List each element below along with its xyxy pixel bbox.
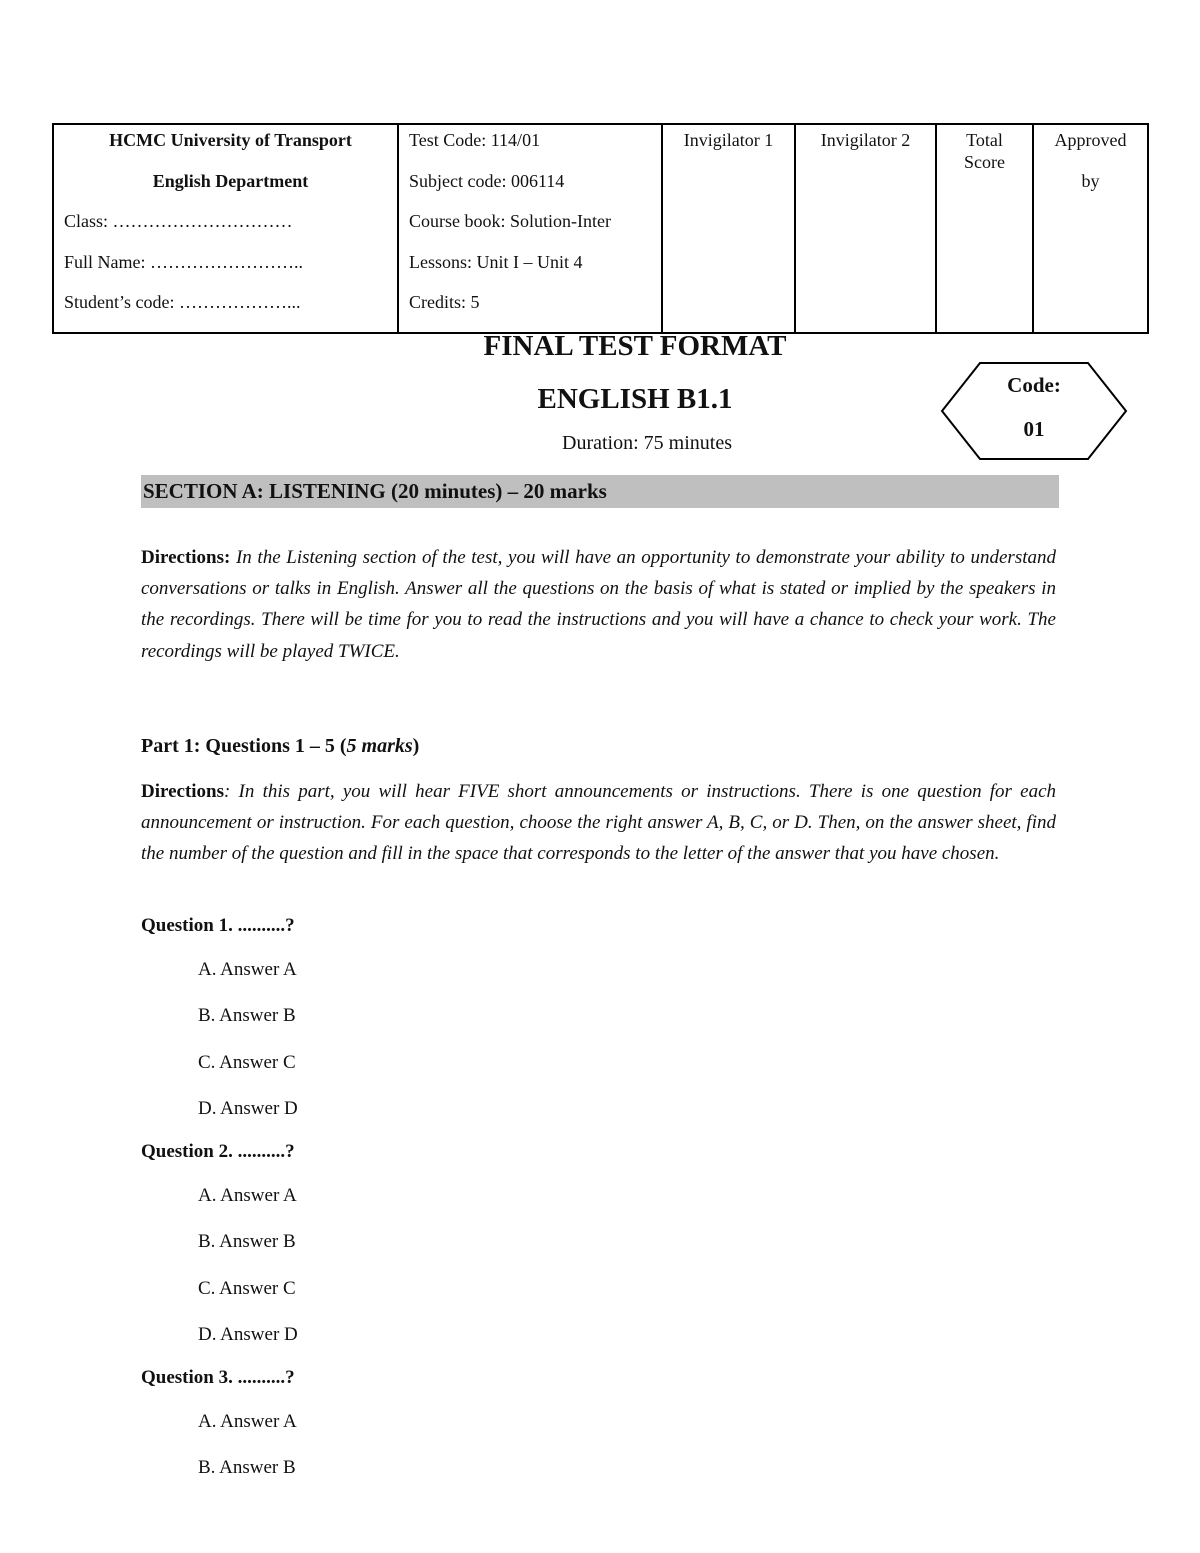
test-info-cell — [398, 124, 662, 333]
lessons: Lessons: Unit I – Unit 4 — [409, 251, 583, 272]
question-1-option-c[interactable]: C. Answer C — [198, 1052, 296, 1073]
question-2: Question 2. ..........? — [141, 1141, 295, 1162]
question-2-option-c[interactable]: C. Answer C — [198, 1278, 296, 1299]
subject-code: Subject code: 006114 — [409, 170, 565, 191]
class-field[interactable]: Class: ………………………… — [64, 211, 293, 231]
total-score-label: Total Score — [964, 130, 1005, 172]
question-1-option-b[interactable]: B. Answer B — [198, 1005, 296, 1026]
section-a-title: SECTION A: LISTENING (20 minutes) – 20 marks — [143, 479, 607, 503]
directions-text: In the Listening section of the test, you will have an opportunity to demonstrate your ability to understand conversations or talks in English. Answer all the questions on the basis of what is stated or implied by the speakers in the recordings. There will be time for you to read the instructions and you will have a chance to check your work. The recordings will be played TWICE. — [141, 547, 1056, 662]
code-badge — [940, 361, 1128, 461]
question-2-option-b[interactable]: B. Answer B — [198, 1231, 296, 1252]
question-1-option-d[interactable]: D. Answer D — [198, 1098, 298, 1119]
full-name-field[interactable]: Full Name: …………………….. — [64, 251, 303, 272]
question-1: Question 1. ..........? — [141, 915, 295, 936]
part-1-directions — [141, 776, 1056, 870]
course-book: Course book: Solution-Inter — [409, 211, 611, 231]
code-value: 01 — [1023, 417, 1045, 441]
question-3-option-b[interactable]: B. Answer B — [198, 1457, 296, 1478]
question-2-option-d[interactable]: D. Answer D — [198, 1324, 298, 1345]
department-name: English Department — [152, 170, 309, 191]
section-a-directions — [141, 542, 1056, 667]
part-1-heading-marks: 5 marks — [346, 735, 413, 757]
approved-by-label: by — [1081, 170, 1100, 191]
institution-cell — [53, 124, 398, 333]
part-1-heading — [141, 735, 419, 758]
page-title: FINAL TEST FORMAT — [483, 330, 787, 362]
page-subtitle: ENGLISH B1.1 — [537, 383, 733, 415]
directions-label: Directions: — [141, 547, 231, 568]
invigilator-2-label: Invigilator 2 — [820, 130, 911, 150]
part-1-directions-text: : In this part, you will hear FIVE short announcements or instructions. There is one question for each announcement or instruction. For each question, choose the right answer A, B, C, or D. Then, on the answer sheet, find the number of the question and fill in the space that corresponds to the letter of the answer that you have chosen. — [141, 781, 1056, 865]
question-3-option-a[interactable]: A. Answer A — [198, 1411, 297, 1432]
part-1-heading-suffix: ) — [412, 735, 420, 757]
test-code: Test Code: 114/01 — [409, 130, 541, 150]
question-3: Question 3. ..........? — [141, 1367, 295, 1388]
part-1-heading-prefix: Part 1: Questions 1 – 5 ( — [141, 735, 347, 757]
approved-label: Approved — [1054, 130, 1127, 150]
part-1-directions-label: Directions — [141, 781, 225, 802]
question-2-option-a[interactable]: A. Answer A — [198, 1185, 297, 1206]
university-name: HCMC University of Transport — [109, 130, 352, 150]
exam-header-table — [52, 123, 1149, 334]
invigilator-1-cell[interactable] — [662, 124, 795, 333]
credits: Credits: 5 — [409, 292, 480, 312]
total-score-cell[interactable] — [936, 124, 1033, 333]
invigilator-2-cell[interactable] — [795, 124, 936, 333]
code-label: Code: — [1007, 373, 1061, 397]
duration: Duration: 75 minutes — [562, 432, 732, 454]
approved-cell[interactable] — [1033, 124, 1148, 333]
student-code-field[interactable]: Student’s code: ………………... — [64, 292, 301, 312]
section-a-heading — [141, 475, 1059, 508]
invigilator-1-label: Invigilator 1 — [683, 130, 774, 150]
question-1-option-a[interactable]: A. Answer A — [198, 959, 297, 980]
